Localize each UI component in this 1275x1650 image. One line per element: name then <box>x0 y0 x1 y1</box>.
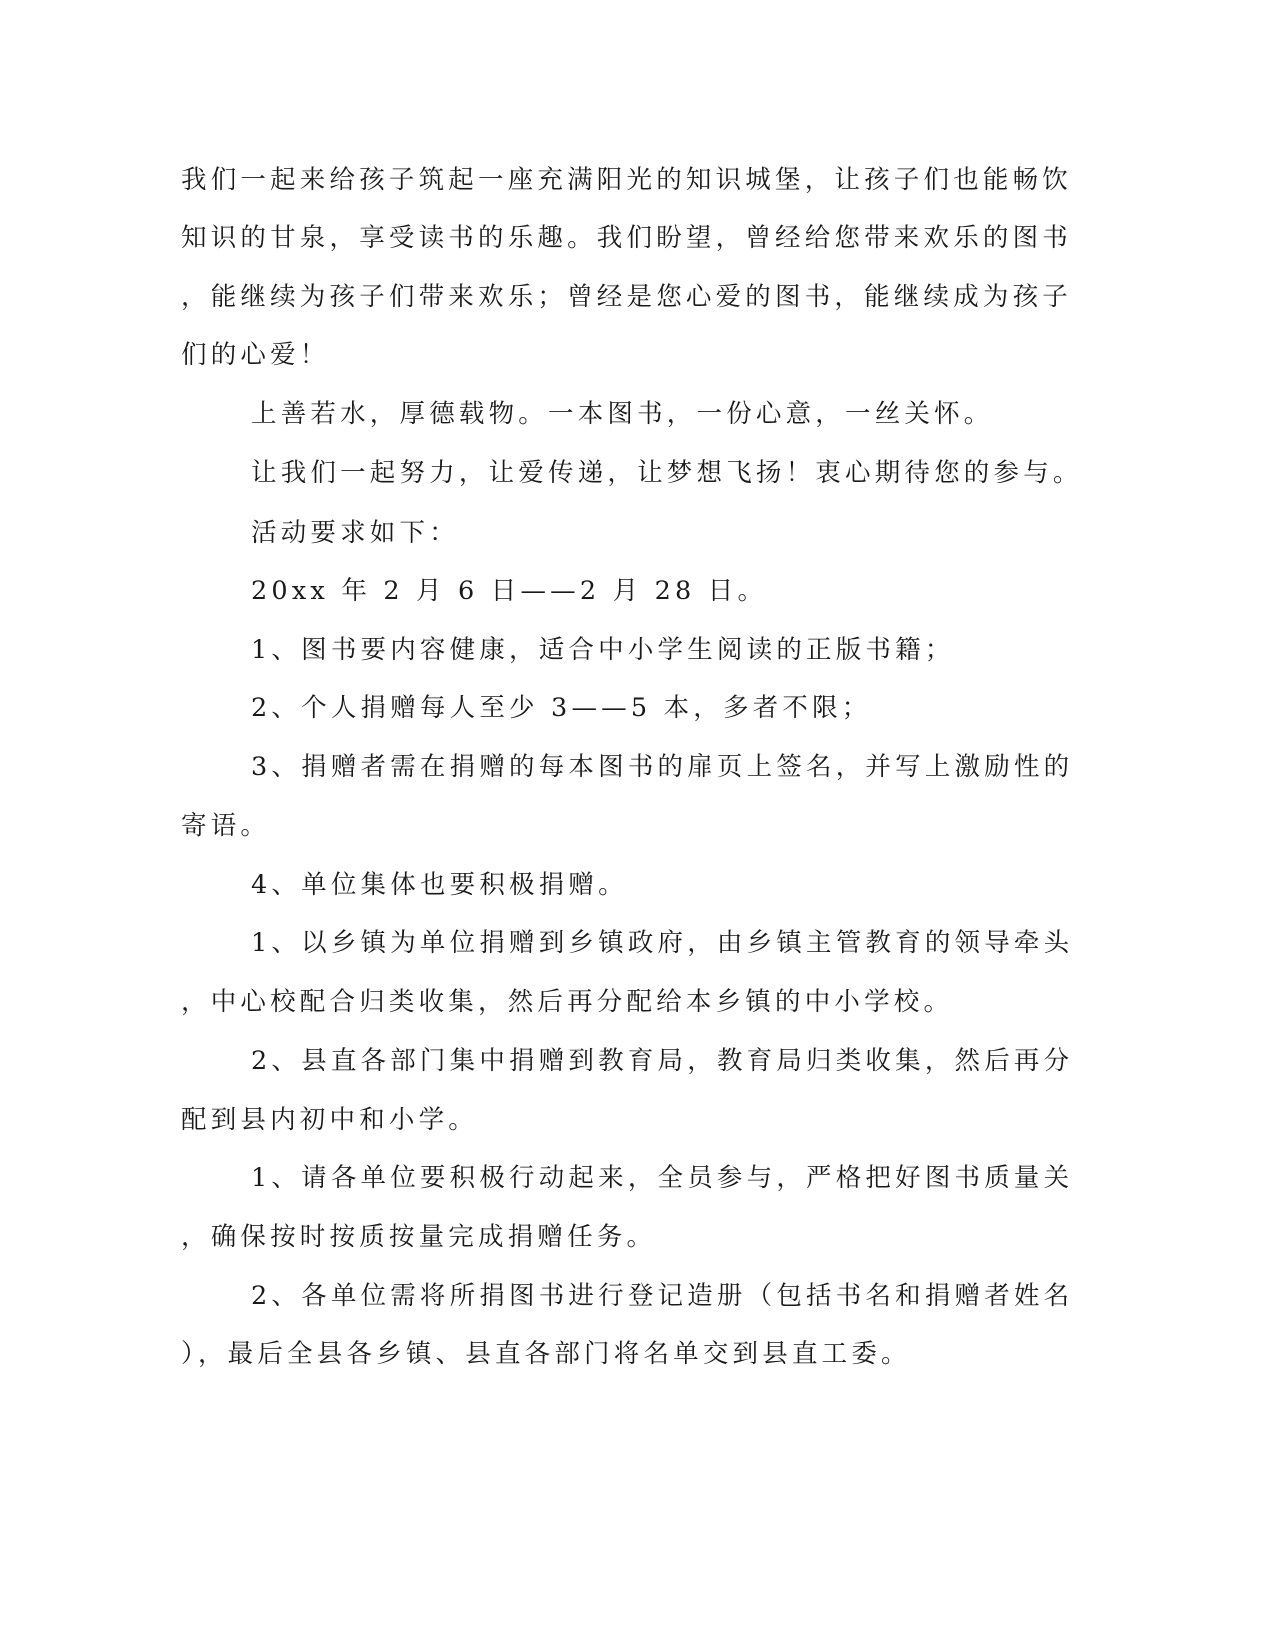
date-range-line: 20xx 年 2 月 6 日——2 月 28 日。 <box>251 576 768 606</box>
body-text-line: 们的心爱！ <box>181 340 330 370</box>
list-item: 2、个人捐赠每人至少 3——5 本，多者不限； <box>251 693 872 723</box>
body-text-line: 上善若水，厚德载物。一本图书，一份心意，一丝关怀。 <box>251 399 994 429</box>
body-text-line: 让我们一起努力，让爱传递，让梦想飞扬！衷心期待您的参与。 <box>251 458 1083 488</box>
body-text-line: 我们一起来给孩子筑起一座充满阳光的知识城堡，让孩子们也能畅饮 <box>181 165 1073 195</box>
list-item: 1、请各单位要积极行动起来，全员参与，严格把好图书质量关 <box>251 1163 1074 1193</box>
body-text-line: 知识的甘泉，享受读书的乐趣。我们盼望，曾经给您带来欢乐的图书 <box>181 223 1073 253</box>
list-item-continuation: ，确保按时按质按量完成捐赠任务。 <box>181 1222 657 1252</box>
list-item: 2、县直各部门集中捐赠到教育局，教育局归类收集，然后再分 <box>251 1046 1074 1076</box>
list-item: 2、各单位需将所捐图书进行登记造册（包括书名和捐赠者姓名 <box>251 1281 1074 1311</box>
list-item: 4、单位集体也要积极捐赠。 <box>251 870 628 900</box>
section-heading: 活动要求如下： <box>251 518 459 548</box>
list-item: 1、图书要内容健康，适合中小学生阅读的正版书籍； <box>251 635 955 665</box>
list-item-continuation: 配到县内初中和小学。 <box>181 1105 479 1135</box>
list-item-continuation: 寄语。 <box>181 811 271 841</box>
list-item: 1、以乡镇为单位捐赠到乡镇政府，由乡镇主管教育的领导牵头 <box>251 928 1074 958</box>
list-item-continuation: ，中心校配合归类收集，然后再分配给本乡镇的中小学校。 <box>181 987 954 1017</box>
list-item: 3、捐赠者需在捐赠的每本图书的扉页上签名，并写上激励性的 <box>251 752 1074 782</box>
body-text-line: ，能继续为孩子们带来欢乐；曾经是您心爱的图书，能继续成为孩子 <box>181 282 1073 312</box>
list-item-continuation: ），最后全县各乡镇、县直各部门将名单交到县直工委。 <box>181 1339 911 1369</box>
